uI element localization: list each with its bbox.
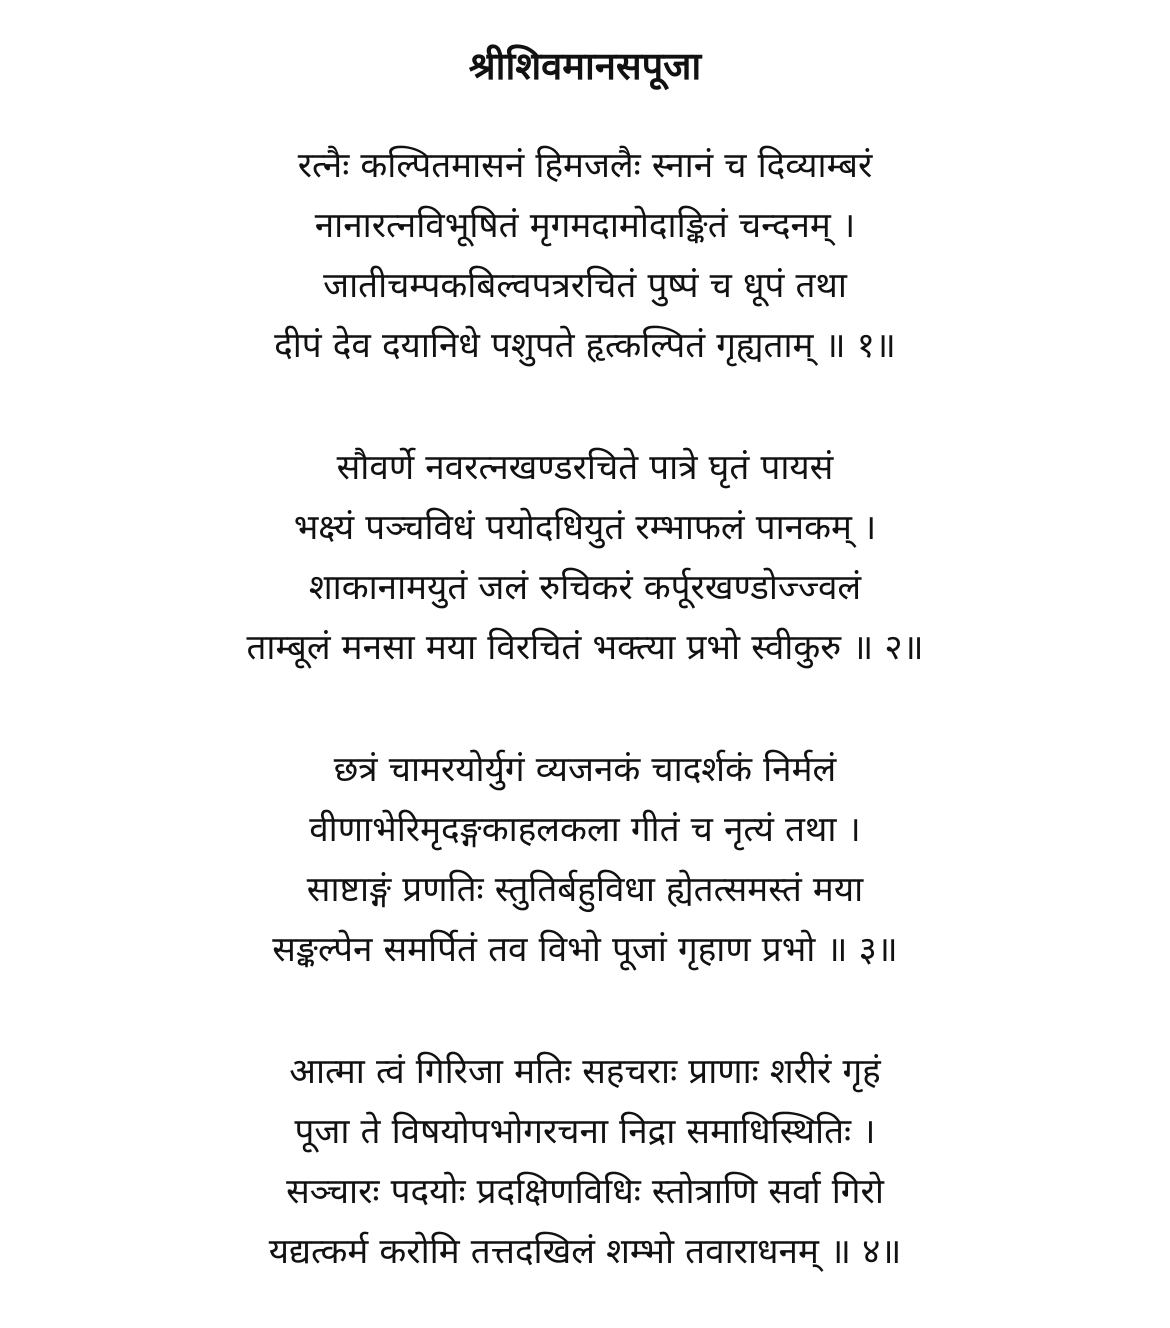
verse-line: आत्मा त्वं गिरिजा मतिः सहचराः प्राणाः शरीरं गृहं xyxy=(289,1052,881,1092)
verse-1 xyxy=(0,136,1170,376)
verse-line: शाकानामयुतं जलं रुचिकरं कर्पूरखण्डोज्ज्वलं xyxy=(308,568,862,608)
verse-line: वीणाभेरिमृदङ्गकाहलकला गीतं च नृत्यं तथा । xyxy=(309,810,861,850)
verse-line: दीपं देव दयानिधे पशुपते हृत्कल्पितं गृह्यताम् ॥ १॥ xyxy=(274,326,896,366)
verse-2 xyxy=(0,438,1170,678)
verse-line: जातीचम्पकबिल्वपत्ररचितं पुष्पं च धूपं तथा xyxy=(323,266,847,306)
verse-line: ताम्बूलं मनसा मया विरचितं भक्त्या प्रभो स्वीकुरु ॥ २॥ xyxy=(246,628,924,668)
verse-3 xyxy=(0,740,1170,980)
verse-line: साष्टाङ्गं प्रणतिः स्तुतिर्बहुविधा ह्येतत्समस्तं मया xyxy=(306,870,864,910)
verse-line: सङ्कल्पेन समर्पितं तव विभो पूजां गृहाण प्रभो ॥ ३॥ xyxy=(272,930,898,970)
verse-4 xyxy=(0,1042,1170,1282)
verse-line: रत्नैः कल्पितमासनं हिमजलैः स्नानं च दिव्याम्बरं xyxy=(297,146,873,186)
verse-line: भक्ष्यं पञ्चविधं पयोदधियुतं रम्भाफलं पानकम् । xyxy=(293,508,877,548)
verse-line: पूजा ते विषयोपभोगरचना निद्रा समाधिस्थितिः । xyxy=(294,1112,876,1152)
verse-line: सञ्चारः पदयोः प्रदक्षिणविधिः स्तोत्राणि सर्वा गिरो xyxy=(286,1172,884,1212)
page-title: श्रीशिवमानसपूजा xyxy=(468,44,702,88)
verse-line: नानारत्नविभूषितं मृगमदामोदाङ्कितं चन्दनम् । xyxy=(314,206,856,246)
verse-line: छत्रं चामरयोर्युगं व्यजनकं चादर्शकं निर्मलं xyxy=(333,750,837,790)
verse-line: यद्यत्कर्म करोमि तत्तदखिलं शम्भो तवाराधनम् ॥ ४॥ xyxy=(268,1232,902,1272)
verse-line: सौवर्णे नवरत्नखण्डरचिते पात्रे घृतं पायसं xyxy=(336,448,834,488)
